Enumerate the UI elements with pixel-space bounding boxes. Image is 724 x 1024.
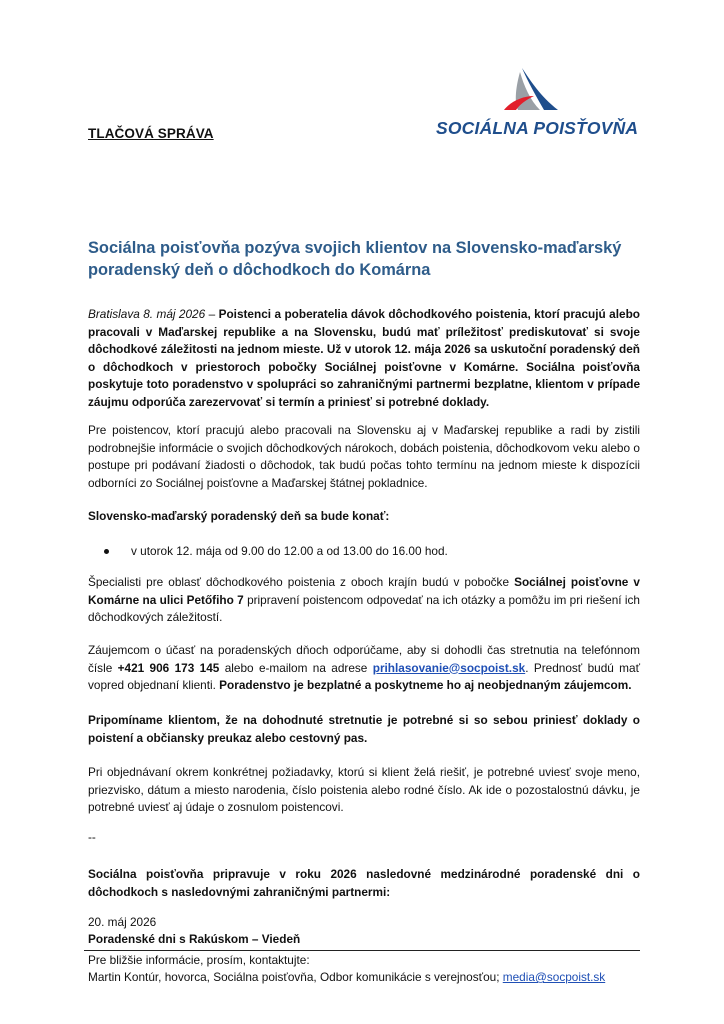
footer-contact-intro: Pre bližšie informácie, prosím, kontaktujte: [88, 953, 310, 967]
schedule-time: v utorok 12. mája od 9.00 do 12.00 a od 13.00 do 16.00 hod. [131, 544, 448, 558]
upcoming-heading: Sociálna poisťovňa pripravuje v roku 2026 nasledovné medzinárodné poradenské dni o dôchodkoch s nasledovnými zahraničnými partnermi: [88, 867, 640, 899]
document-type-label: TLAČOVÁ SPRÁVA [88, 126, 214, 141]
paragraph-6: Pri objednávaní okrem konkrétnej požiadavky, ktorú si klient želá riešiť, je potrebné uviesť svoje meno, priezvisko, dátum a miesto narodenia, číslo poistenia alebo rodné číslo. Ak ide o pozostalostnú dávku, je potrebné uviesť aj údaje o zosnulom poistencovi. [88, 765, 640, 814]
section-divider: -- [88, 830, 96, 844]
paragraph-5: Pripomíname klientom, že na dohodnuté stretnutie je potrebné si so sebou priniesť doklady o poistení a občiansky preukaz alebo cestovný pas. [88, 713, 640, 745]
footer-rule [84, 950, 640, 951]
registration-email-link[interactable]: prihlasovanie@socpoist.sk [372, 660, 526, 675]
dateline: Bratislava 8. máj 2026 [88, 307, 206, 321]
headline: Sociálna poisťovňa pozýva svojich klientov na Slovensko-maďarský poradenský deň o dôchodkoch do Komárna [88, 239, 622, 279]
bullet-icon [104, 549, 109, 554]
schedule-heading: Slovensko-maďarský poradenský deň sa bude konať: [88, 509, 390, 523]
sail-logo-icon [500, 66, 562, 114]
phone-number: +421 906 173 145 [117, 660, 220, 675]
paragraph-2: Pre poistencov, ktorí pracujú alebo pracovali na Slovensku aj v Maďarskej republike a radi by zistili podrobnejšie informácie o svojich dôchodkových nárokoch, dobách poistenia, dôchodkovom veku alebo o postupe pri podávaní žiadosti o dôchodok, tak budú počas tohto termínu na jednom mieste k dispozícii odborníci zo Sociálnej poisťovne a Maďarskej štátnej pokladnice. [88, 423, 640, 490]
media-email-link[interactable]: media@socpoist.sk [502, 970, 606, 984]
intro-paragraph: Bratislava 8. máj 2026 – Poistenci a poberatelia dávok dôchodkového poistenia, ktorí pracujú alebo pracovali v Maďarskej republike a na Slovensku, budú mať príležitosť prediskutovať si svoje dôchodkové záležitosti na jednom mieste. Už v utorok 12. mája 2026 sa uskutoční poradenský deň o dôchodkoch v priestoroch pobočky Sociálnej poisťovne v Komárne. Sociálna poisťovňa poskytuje toto poradenstvo v spolupráci so zahraničnými partnermi bezplatne, klientom v prípade záujmu odporúča zarezervovať si termín a priniesť si potrebné doklady. [88, 307, 640, 409]
paragraph-4: Záujemcom o účasť na poradenských dňoch odporúčame, aby si dohodli čas stretnutia na telefónnom čísle +421 906 173 145 alebo e-mailom na adrese prihlasovanie@socpoist.sk. Prednosť budú mať vopred objednaní klienti. Poradenstvo je bezplatné a poskytneme ho aj neobjednaným záujemcom. [88, 643, 640, 692]
paragraph-3: Špecialisti pre oblasť dôchodkového poistenia z oboch krajín budú v pobočke Sociálnej poisťovne v Komárne na ulici Petőfiho 7 pripravení poistencom odpovedať na ich otázky a pomôžu im pri riešení ich dôchodkových záležitostí. [88, 575, 640, 624]
upcoming-event: Poradenské dni s Rakúskom – Viedeň [88, 932, 301, 946]
schedule-list-item [104, 544, 448, 558]
upcoming-date: 20. máj 2026 [88, 915, 157, 929]
intro-body: Poistenci a poberatelia dávok dôchodkového poistenia, ktorí pracujú alebo pracovali v Maďarskej republike a na Slovensku, budú mať príležitosť prediskutovať si svoje dôchodkové záležitosti na jednom mieste. Už v utorok 12. mája 2026 sa uskutoční poradenský deň o dôchodkoch v priestoroch pobočky Sociálnej poisťovne v Komárne. Sociálna poisťovňa poskytuje toto poradenstvo v spolupráci so zahraničnými partnermi bezplatne, klientom v prípade záujmu odporúča zarezervovať si termín a priniesť si potrebné doklady. [88, 307, 640, 409]
footer-contact: Martin Kontúr, hovorca, Sociálna poisťovňa, Odbor komunikácie s verejnosťou; media@socpoist.sk [88, 970, 606, 984]
branch-address: Sociálnej poisťovne v Komárne na ulici Petőfiho 7 [88, 575, 640, 607]
logo-wordmark: SOCIÁLNA POISŤOVŇA [436, 118, 639, 138]
